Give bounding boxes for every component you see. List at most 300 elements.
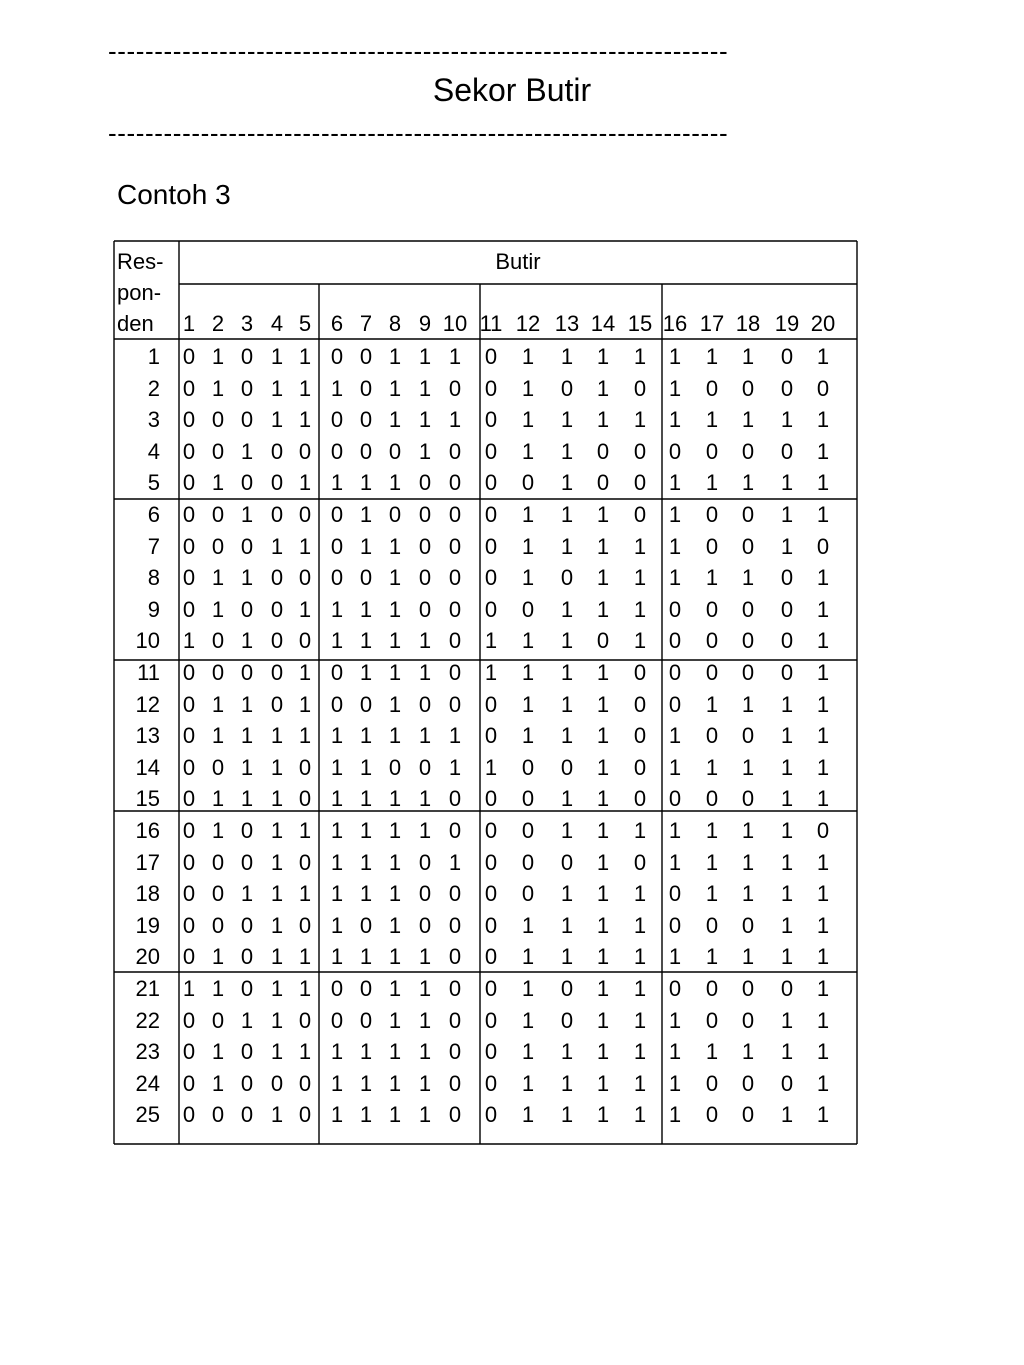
score-cell: 1: [741, 754, 755, 780]
score-cell: 0: [484, 565, 498, 591]
score-cell: 0: [780, 628, 794, 654]
score-cell: 1: [521, 912, 535, 938]
score-cell: 0: [705, 1007, 719, 1033]
score-cell: 1: [560, 691, 574, 717]
score-cell: 1: [448, 407, 462, 433]
score-cell: 1: [668, 407, 682, 433]
respondent-id: 18: [135, 881, 160, 907]
score-cell: 0: [560, 375, 574, 401]
score-cell: 0: [521, 786, 535, 812]
score-cell: 1: [418, 1070, 432, 1096]
score-cell: 1: [270, 344, 284, 369]
score-cell: 0: [298, 1070, 312, 1096]
score-cell: 1: [211, 375, 225, 401]
respondent-id: 11: [137, 660, 160, 685]
respondent-id: 19: [135, 912, 160, 938]
score-cell: 0: [521, 754, 535, 780]
score-cell: 0: [484, 596, 498, 622]
item-number-header: 2: [211, 311, 225, 336]
score-cell: 0: [211, 881, 225, 907]
score-cell: 1: [596, 502, 610, 527]
score-cell: 0: [705, 723, 719, 749]
score-cell: 0: [211, 438, 225, 464]
score-cell: 1: [388, 375, 402, 401]
score-cell: 1: [330, 723, 344, 749]
score-cell: 0: [240, 1102, 254, 1128]
score-cell: 1: [270, 976, 284, 1001]
score-cell: 1: [521, 533, 535, 559]
score-cell: 1: [270, 881, 284, 907]
score-cell: 0: [270, 438, 284, 464]
score-cell: 1: [298, 470, 312, 496]
score-cell: 1: [388, 596, 402, 622]
score-cell: 0: [668, 691, 682, 717]
score-cell: 0: [270, 691, 284, 717]
score-cell: 0: [484, 786, 498, 812]
score-cell: 0: [211, 1007, 225, 1033]
score-cell: 0: [705, 628, 719, 654]
score-cell: 1: [596, 691, 610, 717]
score-cell: 0: [741, 976, 755, 1001]
score-cell: 0: [388, 502, 402, 527]
score-cell: 0: [330, 1007, 344, 1033]
score-cell: 0: [448, 691, 462, 717]
score-cell: 1: [816, 344, 830, 369]
score-cell: 1: [484, 754, 498, 780]
score-cell: 0: [359, 976, 373, 1001]
score-cell: 1: [521, 438, 535, 464]
score-cell: 1: [330, 375, 344, 401]
score-cell: 0: [484, 375, 498, 401]
score-cell: 1: [633, 1007, 647, 1033]
score-cell: 1: [330, 786, 344, 812]
score-cell: 1: [240, 502, 254, 527]
respondent-id: 5: [147, 470, 160, 496]
score-cell: 0: [780, 565, 794, 591]
score-cell: 1: [816, 1007, 830, 1033]
item-number-header: 16: [662, 311, 688, 336]
score-cell: 1: [596, 881, 610, 907]
score-cell: 0: [560, 565, 574, 591]
score-cell: 0: [182, 723, 196, 749]
score-cell: 1: [359, 628, 373, 654]
score-cell: 0: [484, 723, 498, 749]
score-cell: 1: [211, 691, 225, 717]
score-cell: 0: [240, 976, 254, 1001]
page-title: Sekor Butir: [432, 72, 592, 108]
score-cell: 1: [521, 944, 535, 970]
score-cell: 1: [388, 565, 402, 591]
score-cell: 1: [780, 691, 794, 717]
score-cell: 1: [388, 407, 402, 433]
item-number-header: 10: [442, 311, 468, 336]
item-number-header: 19: [774, 311, 800, 336]
score-cell: 1: [388, 344, 402, 369]
score-cell: 1: [484, 628, 498, 654]
score-cell: 0: [182, 533, 196, 559]
score-cell: 1: [388, 786, 402, 812]
score-cell: 1: [596, 912, 610, 938]
butir-header: Butir: [495, 249, 541, 274]
score-cell: 0: [633, 438, 647, 464]
score-cell: 1: [596, 976, 610, 1001]
respondent-id: 7: [147, 533, 160, 559]
score-cell: 1: [418, 1102, 432, 1128]
score-cell: 0: [298, 754, 312, 780]
score-cell: 0: [448, 502, 462, 527]
score-cell: 1: [741, 818, 755, 843]
score-cell: 0: [240, 470, 254, 496]
score-cell: 1: [633, 628, 647, 654]
respondent-header-line: pon-: [117, 280, 162, 305]
score-cell: 0: [270, 565, 284, 591]
item-number-header: 7: [359, 311, 373, 336]
score-cell: 0: [484, 818, 498, 843]
score-cell: 0: [705, 976, 719, 1001]
score-cell: 1: [211, 818, 225, 843]
score-cell: 1: [705, 1039, 719, 1065]
respondent-id: 16: [135, 818, 160, 843]
score-cell: 1: [359, 596, 373, 622]
score-cell: 1: [596, 1070, 610, 1096]
score-cell: 1: [741, 881, 755, 907]
score-cell: 0: [484, 470, 498, 496]
top-dashed-rule: -------------------------------------------------------------------: [108, 38, 729, 64]
score-cell: 0: [298, 628, 312, 654]
score-cell: 1: [560, 502, 574, 527]
score-cell: 0: [633, 754, 647, 780]
score-cell: 0: [330, 344, 344, 369]
score-cell: 0: [418, 470, 432, 496]
score-cell: 1: [330, 754, 344, 780]
score-cell: 1: [359, 723, 373, 749]
score-cell: 1: [270, 723, 284, 749]
score-cell: 1: [359, 754, 373, 780]
score-cell: 1: [448, 754, 462, 780]
score-cell: 0: [182, 565, 196, 591]
score-cell: 1: [705, 849, 719, 875]
score-cell: 1: [633, 1102, 647, 1128]
score-cell: 0: [448, 375, 462, 401]
score-cell: 0: [484, 1102, 498, 1128]
score-cell: 1: [388, 660, 402, 685]
score-cell: 0: [668, 438, 682, 464]
score-cell: 1: [596, 944, 610, 970]
score-cell: 1: [298, 976, 312, 1001]
item-number-header: 15: [627, 311, 653, 336]
score-cell: 1: [298, 1039, 312, 1065]
score-cell: 1: [211, 470, 225, 496]
score-cell: 1: [668, 723, 682, 749]
score-cell: 1: [596, 1102, 610, 1128]
score-cell: 0: [359, 691, 373, 717]
score-cell: 0: [705, 912, 719, 938]
score-cell: 1: [780, 723, 794, 749]
score-cell: 1: [705, 754, 719, 780]
score-cell: 1: [418, 818, 432, 843]
score-cell: 1: [521, 976, 535, 1001]
score-cell: 0: [741, 628, 755, 654]
respondent-id: 13: [135, 723, 160, 749]
score-cell: 0: [182, 818, 196, 843]
score-cell: 1: [298, 596, 312, 622]
score-cell: 1: [780, 754, 794, 780]
score-cell: 1: [596, 754, 610, 780]
score-cell: 1: [816, 976, 830, 1001]
score-cell: 0: [560, 1007, 574, 1033]
score-cell: 0: [741, 533, 755, 559]
score-cell: 0: [705, 596, 719, 622]
score-cell: 1: [211, 1039, 225, 1065]
score-cell: 1: [816, 723, 830, 749]
score-cell: 1: [816, 849, 830, 875]
score-cell: 0: [484, 502, 498, 527]
score-cell: 0: [448, 470, 462, 496]
score-cell: 1: [330, 881, 344, 907]
score-cell: 0: [359, 344, 373, 369]
item-number-header: 3: [240, 311, 254, 336]
score-cell: 0: [596, 628, 610, 654]
score-cell: 0: [359, 1007, 373, 1033]
score-cell: 0: [741, 786, 755, 812]
score-cell: 1: [388, 1070, 402, 1096]
score-cell: 0: [741, 912, 755, 938]
score-cell: 0: [448, 438, 462, 464]
score-cell: 0: [388, 754, 402, 780]
score-cell: 1: [388, 976, 402, 1001]
score-cell: 1: [816, 502, 830, 527]
score-cell: 0: [330, 407, 344, 433]
score-cell: 1: [240, 754, 254, 780]
score-cell: 0: [484, 438, 498, 464]
score-cell: 1: [418, 407, 432, 433]
score-cell: 0: [741, 1007, 755, 1033]
score-cell: 1: [270, 912, 284, 938]
respondent-id: 25: [135, 1102, 160, 1128]
score-cell: 1: [521, 1007, 535, 1033]
score-cell: 0: [705, 375, 719, 401]
score-cell: 1: [448, 344, 462, 369]
score-cell: 1: [780, 502, 794, 527]
score-cell: 0: [484, 407, 498, 433]
score-cell: 0: [182, 1039, 196, 1065]
score-cell: 1: [182, 976, 196, 1001]
score-cell: 1: [359, 502, 373, 527]
score-cell: 1: [596, 344, 610, 369]
score-cell: 1: [521, 628, 535, 654]
score-cell: 0: [521, 818, 535, 843]
score-cell: 1: [388, 912, 402, 938]
score-cell: 1: [448, 723, 462, 749]
item-number-header: 20: [810, 311, 836, 336]
score-cell: 0: [182, 1102, 196, 1128]
score-cell: 0: [633, 502, 647, 527]
item-number-header: 12: [515, 311, 541, 336]
score-cell: 0: [240, 344, 254, 369]
respondent-id: 12: [135, 691, 160, 717]
score-cell: 1: [211, 944, 225, 970]
score-cell: 0: [240, 912, 254, 938]
score-cell: 0: [418, 533, 432, 559]
score-cell: 0: [741, 1070, 755, 1096]
score-cell: 0: [240, 1039, 254, 1065]
score-cell: 0: [816, 375, 830, 401]
score-cell: 0: [448, 818, 462, 843]
score-cell: 1: [780, 407, 794, 433]
score-cell: 0: [182, 375, 196, 401]
score-cell: 1: [816, 944, 830, 970]
score-cell: 0: [484, 1039, 498, 1065]
item-number-header: 11: [479, 311, 503, 336]
score-cell: 1: [741, 344, 755, 369]
score-cell: 1: [668, 565, 682, 591]
score-cell: 0: [521, 470, 535, 496]
score-cell: 1: [560, 1102, 574, 1128]
score-cell: 1: [521, 1070, 535, 1096]
score-cell: 1: [418, 628, 432, 654]
score-cell: 1: [705, 818, 719, 843]
score-cell: 0: [448, 881, 462, 907]
score-cell: 1: [633, 818, 647, 843]
score-cell: 1: [330, 944, 344, 970]
score-cell: 0: [668, 881, 682, 907]
score-cell: 1: [388, 944, 402, 970]
score-cell: 1: [418, 976, 432, 1001]
score-cell: 1: [270, 754, 284, 780]
score-cell: 1: [596, 565, 610, 591]
score-cell: 1: [560, 438, 574, 464]
score-cell: 1: [388, 881, 402, 907]
score-cell: 1: [240, 1007, 254, 1033]
score-cell: 0: [182, 849, 196, 875]
score-cell: 1: [780, 1039, 794, 1065]
score-cell: 0: [182, 660, 196, 685]
score-cell: 1: [816, 407, 830, 433]
score-cell: 1: [521, 723, 535, 749]
score-cell: 0: [270, 502, 284, 527]
score-cell: 1: [388, 628, 402, 654]
score-cell: 0: [560, 976, 574, 1001]
score-cell: 1: [330, 628, 344, 654]
score-cell: 1: [633, 976, 647, 1001]
score-cell: 1: [240, 438, 254, 464]
score-cell: 1: [388, 849, 402, 875]
score-cell: 1: [211, 1070, 225, 1096]
score-cell: 0: [668, 596, 682, 622]
score-cell: 0: [418, 565, 432, 591]
score-cell: 1: [484, 660, 498, 685]
score-cell: 0: [780, 1070, 794, 1096]
score-cell: 1: [816, 565, 830, 591]
score-cell: 1: [270, 818, 284, 843]
score-cell: 1: [668, 375, 682, 401]
score-cell: 1: [560, 344, 574, 369]
score-cell: 0: [182, 754, 196, 780]
score-cell: 1: [359, 470, 373, 496]
score-cell: 0: [240, 533, 254, 559]
score-cell: 1: [270, 1007, 284, 1033]
score-cell: 1: [816, 1070, 830, 1096]
score-cell: 1: [298, 944, 312, 970]
score-cell: 0: [211, 407, 225, 433]
score-cell: 0: [484, 344, 498, 369]
score-cell: 0: [448, 660, 462, 685]
score-cell: 1: [668, 1007, 682, 1033]
score-cell: 1: [418, 1007, 432, 1033]
score-cell: 0: [298, 786, 312, 812]
score-cell: 1: [270, 1039, 284, 1065]
score-cell: 1: [330, 818, 344, 843]
score-cell: 0: [298, 438, 312, 464]
bottom-dashed-rule: -------------------------------------------------------------------: [108, 120, 729, 146]
score-cell: 1: [560, 533, 574, 559]
score-cell: 0: [418, 691, 432, 717]
respondent-header-line: Res-: [117, 249, 164, 274]
score-cell: 1: [560, 1070, 574, 1096]
score-cell: 0: [182, 344, 196, 369]
score-cell: 0: [705, 660, 719, 685]
item-number-header: 4: [270, 311, 284, 336]
score-cell: 1: [388, 818, 402, 843]
score-cell: 1: [211, 596, 225, 622]
score-cell: 0: [484, 691, 498, 717]
score-cell: 0: [448, 565, 462, 591]
score-cell: 0: [359, 375, 373, 401]
score-cell: 1: [633, 565, 647, 591]
score-cell: 1: [780, 849, 794, 875]
score-cell: 0: [182, 502, 196, 527]
score-cell: 1: [816, 438, 830, 464]
score-cell: 1: [596, 660, 610, 685]
score-cell: 0: [705, 1070, 719, 1096]
score-cell: 1: [705, 691, 719, 717]
score-cell: 1: [596, 786, 610, 812]
score-cell: 1: [330, 1039, 344, 1065]
score-cell: 0: [270, 628, 284, 654]
score-cell: 1: [705, 344, 719, 369]
score-cell: 1: [633, 1039, 647, 1065]
score-cell: 0: [298, 912, 312, 938]
score-cell: 1: [240, 628, 254, 654]
score-cell: 0: [211, 1102, 225, 1128]
respondent-id: 21: [135, 976, 160, 1001]
score-cell: 1: [418, 723, 432, 749]
score-cell: 1: [668, 470, 682, 496]
score-cell: 0: [182, 596, 196, 622]
score-cell: 1: [560, 1039, 574, 1065]
score-cell: 0: [359, 912, 373, 938]
score-cell: 1: [560, 786, 574, 812]
score-cell: 1: [816, 691, 830, 717]
score-cell: 1: [521, 1039, 535, 1065]
score-cell: 0: [182, 438, 196, 464]
score-cell: 1: [633, 533, 647, 559]
score-cell: 1: [596, 407, 610, 433]
score-cell: 1: [780, 1007, 794, 1033]
score-cell: 1: [780, 533, 794, 559]
score-cell: 0: [668, 912, 682, 938]
score-cell: 0: [418, 502, 432, 527]
score-cell: 0: [270, 660, 284, 685]
score-cell: 0: [330, 533, 344, 559]
score-cell: 1: [330, 912, 344, 938]
score-cell: 0: [560, 754, 574, 780]
score-cell: 0: [596, 470, 610, 496]
score-cell: 0: [633, 375, 647, 401]
score-cell: 0: [705, 502, 719, 527]
score-cell: 1: [418, 660, 432, 685]
score-cell: 1: [298, 691, 312, 717]
